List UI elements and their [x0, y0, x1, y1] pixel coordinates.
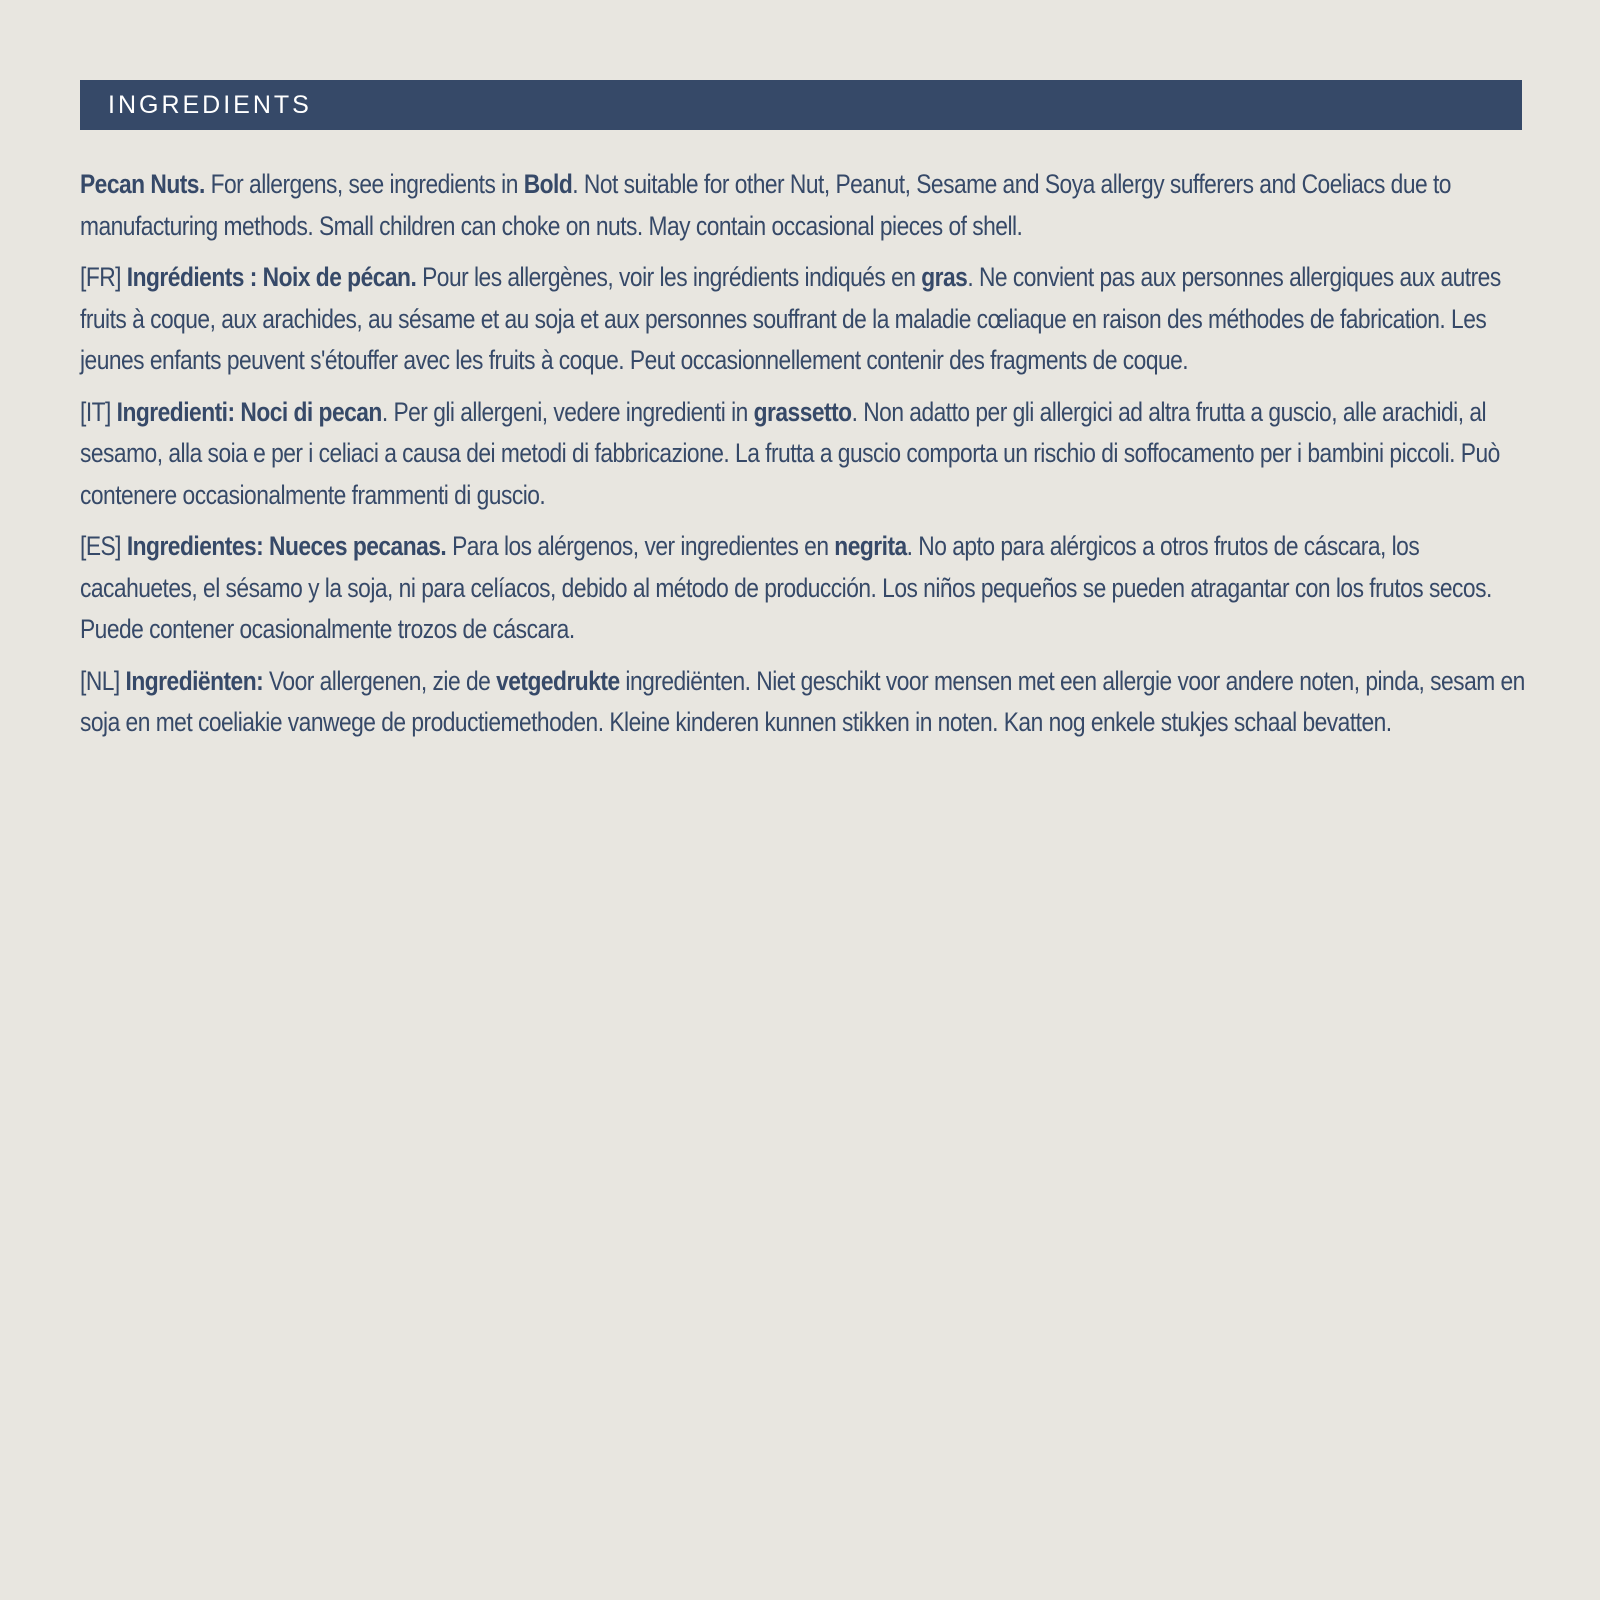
- fr-text-2: . Ne convient pas aux personnes allergiques aux autres fruits à coque, aux arachides, au sésame et au soja et aux personnes souffrant de la maladie cœliaque en raison des méthodes de fabrication. Les jeunes enfants peuvent s'étouffer avec les fruits à coque. Peut occasionnellement contenir des fragments de coque.: [80, 262, 1501, 375]
- en-bold-word: Bold: [523, 169, 573, 199]
- it-lead: Ingredienti: Noci di pecan: [116, 396, 382, 427]
- nl-bold-word: vetgedrukte: [496, 665, 620, 696]
- es-lead: Ingredientes: Nueces pecanas.: [126, 531, 447, 561]
- nl-lead: Ingrediënten:: [125, 665, 264, 696]
- es-bold-word: negrita: [834, 531, 907, 561]
- it-bold-word: grassetto: [753, 396, 852, 427]
- en-text-2: . Not suitable for other Nut, Peanut, Sesame and Soya allergy sufferers and Coeliacs due to manufacturing methods. Small children can choke on nuts. May contain occasional pieces of shell.: [80, 169, 1451, 241]
- es-text-2: . No apto para alérgicos a otros frutos de cáscara, los cacahuetes, el sésamo y la soja, ni para celíacos, debido al método de producción. Los niños pequeños se pueden atragantar con los frutos secos. Puede contener ocasionalmente trozos de cáscara.: [80, 531, 1492, 644]
- fr-text-1: Pour les allergènes, voir les ingrédients indiqués en: [416, 262, 922, 292]
- fr-language-tag: [FR]: [80, 262, 127, 292]
- it-text-1: . Per gli allergeni, vedere ingredienti in: [381, 396, 754, 427]
- nl-language-tag: [NL]: [80, 665, 126, 696]
- nl-text-1: Voor allergenen, zie de: [263, 665, 497, 696]
- ingredients-header-bar: [80, 80, 1522, 130]
- nl-text-2: ingrediënten. Niet geschikt voor mensen met een allergie voor andere noten, pinda, sesam en soja en met coeliakie vanwege de productiemethoden. Kleine kinderen kunnen stikken in noten. Kan nog enkele stukjes schaal bevatten.: [80, 665, 1525, 737]
- es-text-1: Para los alérgenos, ver ingredientes en: [446, 531, 835, 561]
- paragraph-it: [80, 392, 1533, 517]
- es-language-tag: [ES]: [80, 531, 127, 561]
- en-lead: Pecan Nuts.: [80, 169, 205, 199]
- fr-bold-word: gras: [921, 262, 968, 292]
- it-text-2: . Non adatto per gli allergici ad altra frutta a guscio, alle arachidi, al sesamo, alla soia e per i celiaci a causa dei metodi di fabbricazione. La frutta a guscio comporta un rischio di soffocamento per i bambini piccoli. Può contenere occasionalmente frammenti di guscio.: [80, 396, 1500, 510]
- paragraph-nl: [80, 661, 1533, 744]
- paragraph-es: [80, 526, 1533, 651]
- ingredients-title: INGREDIENTS: [108, 90, 312, 119]
- fr-lead: Ingrédients : Noix de pécan.: [126, 262, 417, 292]
- it-language-tag: [IT]: [80, 396, 117, 427]
- ingredients-content: [80, 164, 1533, 744]
- en-text-1: For allergens, see ingredients in: [204, 169, 524, 199]
- ingredients-panel: [80, 80, 1525, 754]
- paragraph-fr: [80, 257, 1533, 382]
- paragraph-en: [80, 164, 1533, 247]
